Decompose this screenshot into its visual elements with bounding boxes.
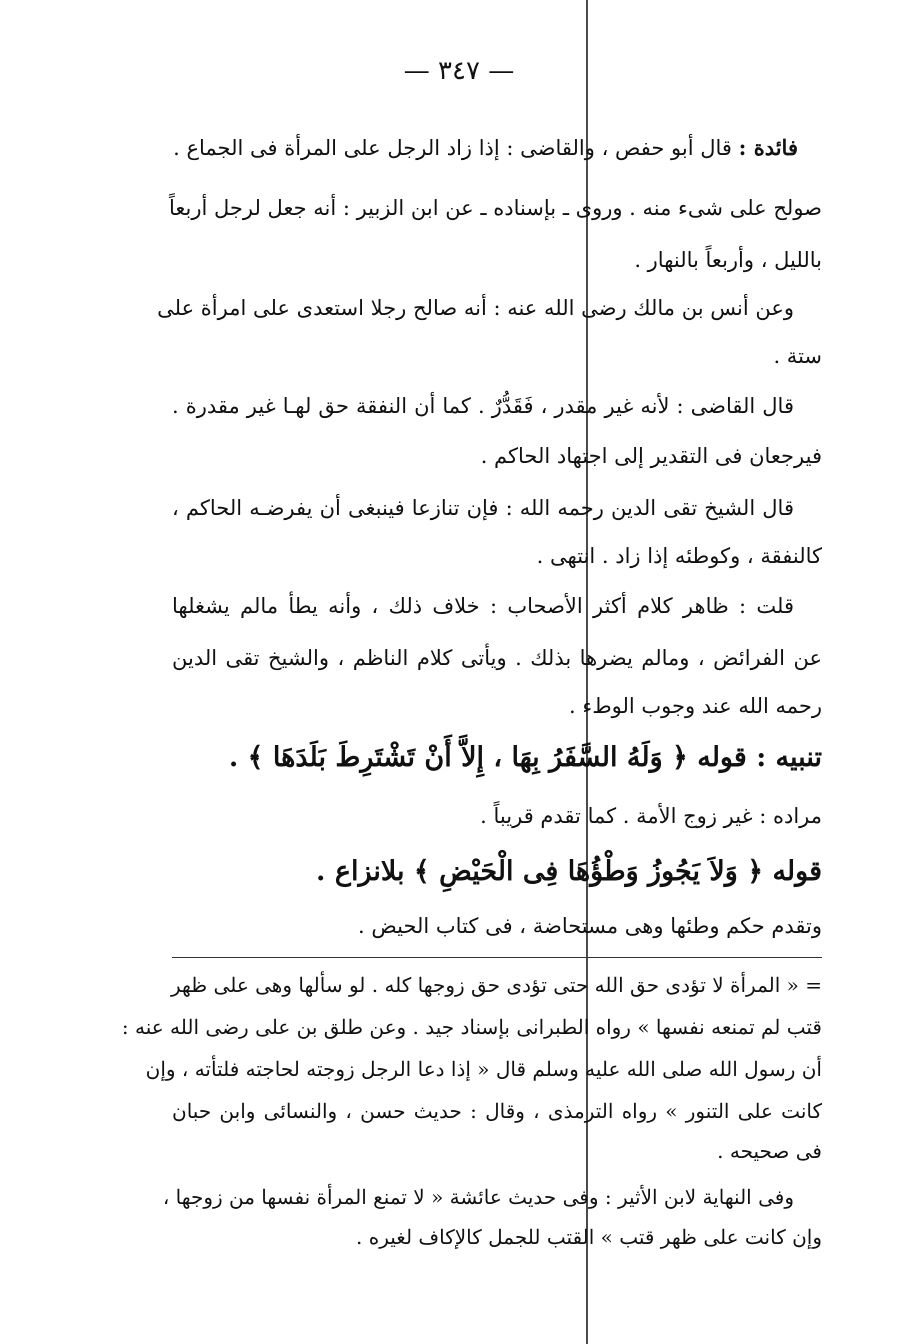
footnote-line-5: فى صحيحه . bbox=[717, 1139, 822, 1163]
body-line-9: كالنفقة ، وكوطئه إذا زاد . انتهى . bbox=[536, 544, 822, 568]
footnote-line-3: أن رسول الله صلى الله عليه وسلم قال « إذا دعا الرجل زوجته لحاجته فلتأته ، وإن bbox=[145, 1057, 822, 1081]
body-line-5: ستة . bbox=[773, 344, 822, 368]
body-line-1: فائدة : قال أبو حفص ، والقاضى : إذا زاد الرجل على المرأة فى الجماع . bbox=[173, 135, 798, 160]
body-line-4: وعن أنس بن مالك رضى الله عنه : أنه صالح رجلا استعدى على امرأة على bbox=[157, 296, 794, 320]
footnote-line-1: = « المرأة لا تؤدى حق الله حتى تؤدى حق زوجها كله . لو سألها وهى على ظهر bbox=[171, 973, 822, 997]
footnote-line-7: وإن كانت على ظهر قتب » القتب للجمل كالإكاف لغيره . bbox=[356, 1225, 822, 1249]
body-line-12: رحمه الله عند وجوب الوطء . bbox=[568, 694, 822, 718]
body-line-2: صولح على شىء منه . وروى ـ بإسناده ـ عن ابن الزبير : أنه جعل لرجل أربعاً bbox=[168, 196, 822, 220]
page-number: — ٣٤٧ — bbox=[403, 56, 515, 86]
body-line-8: قال الشيخ تقى الدين رحمه الله : فإن تنازعا فينبغى أن يفرضـه الحاكم ، bbox=[172, 496, 794, 520]
body-line-6: قال القاضى : لأنه غير مقدر ، فَقَدُّرٌ . كما أن النفقة حق لهـا غير مقدرة . bbox=[172, 394, 794, 418]
body-line-11: عن الفرائض ، ومالم يضرها بذلك . ويأتى كلام الناظم ، والشيخ تقى الدين bbox=[172, 646, 822, 670]
body-line-3: بالليل ، وأربعاً بالنهار . bbox=[634, 248, 822, 272]
footnote-line-4: كانت على التنور » رواه الترمذى ، وقال : حديث حسن ، والنسائى وابن حبان bbox=[172, 1099, 822, 1123]
body-line-16: وتقدم حكم وطئها وهى مستحاضة ، فى كتاب الحيض . bbox=[358, 914, 822, 938]
qawluhu-heading: قوله ﴿ وَلاَ يَجُوزُ وَطْؤُهَا فِى الْحَيْضِ ﴾ بلانزاع . bbox=[316, 856, 822, 887]
body-line-14: مراده : غير زوج الأمة . كما تقدم قريباً . bbox=[480, 804, 822, 828]
footnote-line-2: قتب لم تمنعه نفسها » رواه الطبرانى بإسناد جيد . وعن طلق بن على رضى الله عنه : bbox=[121, 1015, 822, 1039]
footnote-line-6: وفى النهاية لابن الأثير : وفى حديث عائشة « لا تمنع المرأة نفسها من زوجها ، bbox=[162, 1185, 794, 1209]
footnote-separator bbox=[172, 957, 822, 958]
tanbih-heading: تنبيه : قوله ﴿ وَلَهُ السَّفَرُ بِهَا ، إِلاَّ أَنْ تَشْتَرِطَ بَلَدَهَا ﴾ . bbox=[228, 742, 822, 773]
body-line-7: فيرجعان فى التقدير إلى اجتهاد الحاكم . bbox=[480, 444, 822, 468]
body-line-10: قلت : ظاهر كلام أكثر الأصحاب : خلاف ذلك ، وأنه يطأ مالم يشغلها bbox=[172, 594, 794, 618]
